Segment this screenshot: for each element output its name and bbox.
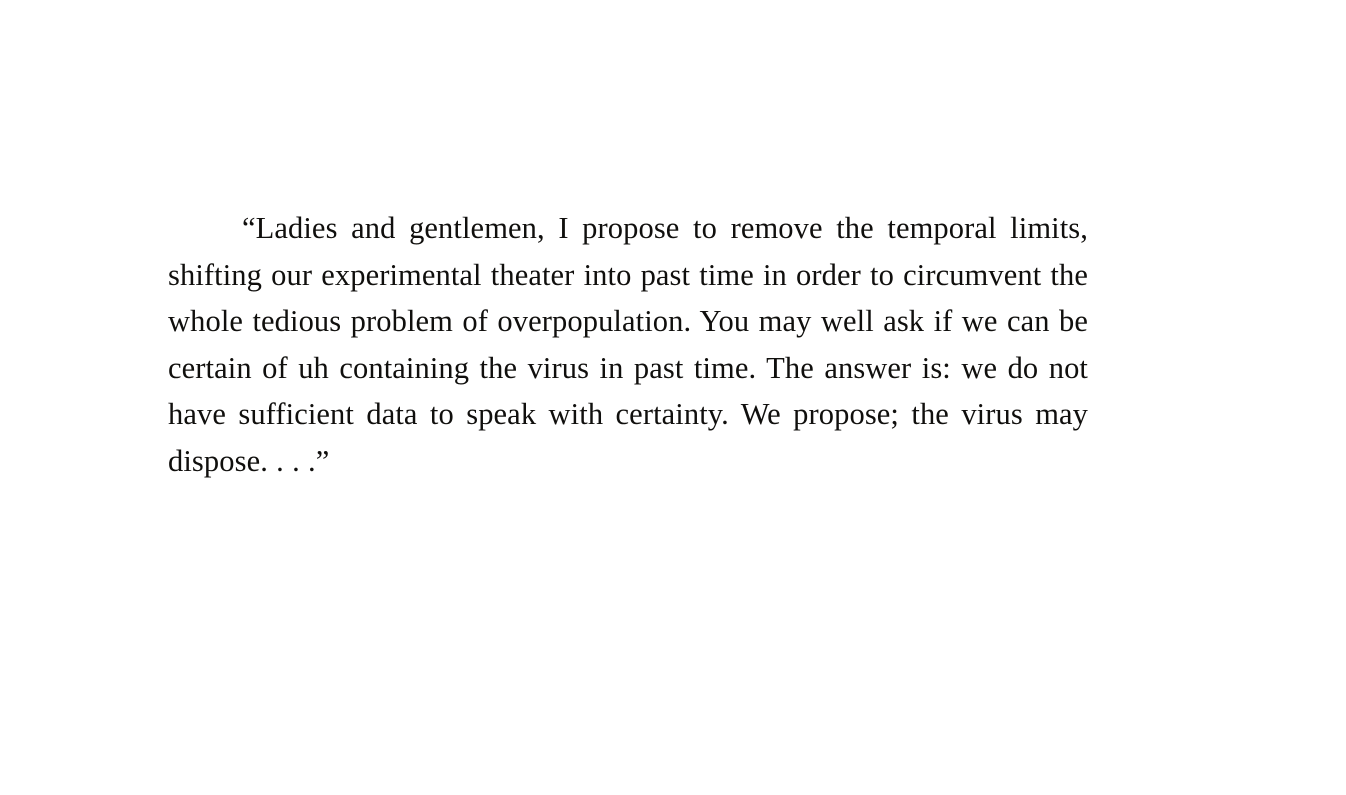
body-text-block bbox=[168, 205, 1088, 484]
body-paragraph: “Ladies and gentlemen, I propose to remove the temporal limits, shifting our experimental theater into past time in order to circumvent the whole tedious problem of overpopulation. You may well ask if we can be certain of uh containing the virus in past time. The answer is: we do not have sufficient data to speak with certainty. We propose; the virus may dispose. . . .” bbox=[168, 211, 1088, 478]
